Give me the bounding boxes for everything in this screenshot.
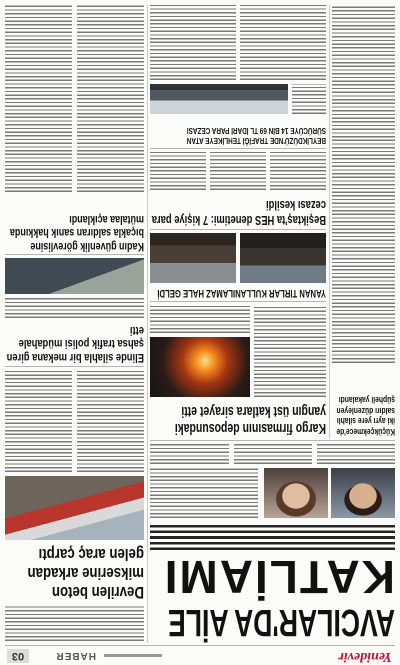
armed-body-text <box>5 298 144 318</box>
guard-headline <box>5 196 144 252</box>
section-rule <box>150 148 326 149</box>
besiktas-body-text <box>270 152 326 190</box>
column-rule-left <box>329 5 330 439</box>
guard-body-text <box>5 5 72 192</box>
mixer-body-text <box>5 370 72 472</box>
cargo-fire-body-text <box>254 305 326 397</box>
fire-photo <box>150 337 250 397</box>
lead-body-text <box>150 468 258 518</box>
burned-trucks-photo <box>240 233 326 283</box>
armed-headline <box>5 321 144 364</box>
beylikduzu-body-text <box>240 5 326 80</box>
newspaper-logo: Yenidevir <box>338 649 392 664</box>
cargo-fire-body-text <box>150 305 250 333</box>
trucks-headline-text: YANAN TIRLAR KULLANILAMAZ HALE GELDİ <box>157 287 326 299</box>
lead-deck-text <box>150 523 395 550</box>
victim-photo-2 <box>264 468 328 518</box>
besiktas-body-text <box>210 152 266 190</box>
besiktas-headline-text: Beşiktaş'ta HES denetimi: 7 kişiye para cezası kesildi <box>151 198 326 227</box>
lead-body-text <box>150 444 229 464</box>
beylikduzu-headline <box>150 116 326 146</box>
lead-headline-line-1: AVCILAR'DA AİLE <box>168 601 395 643</box>
column-rule-right <box>147 5 148 643</box>
mixer-accident-photo <box>5 476 144 540</box>
beylikduzu-headline-text: BEYLİKDÜZÜ'NDE TRAFİĞİ TEHLİKEYE ATAN SÜRÜCÜYE 14 BİN 69 TL İDARİ PARA CEZASI <box>186 126 326 146</box>
mixer-body-text <box>5 605 144 641</box>
lead-headline <box>150 553 395 643</box>
page-number: 03 <box>7 649 29 663</box>
armed-headline-text: Elinde silahla bir mekana giren şahsa trafik polisi müdahale etti <box>6 324 144 365</box>
kucukcekmece-headline <box>332 365 395 437</box>
traffic-photo <box>150 84 288 114</box>
mixer-headline <box>5 542 144 602</box>
mixer-headline-text: Devrilen beton mikserine arkadan gelen araç çarptı <box>27 545 144 602</box>
trucks-headline <box>150 286 326 299</box>
section-label: HABER <box>55 650 96 661</box>
section-rule <box>150 301 326 302</box>
date-line <box>104 654 162 657</box>
lead-headline-line-2: KATLİAMI <box>162 551 395 603</box>
section-rule <box>5 254 144 255</box>
victim-photo-1 <box>331 468 395 518</box>
section-rule <box>150 440 395 441</box>
cargo-fire-headline <box>150 401 326 437</box>
besiktas-body-text <box>150 152 206 190</box>
beylikduzu-body-text <box>150 5 236 80</box>
lead-body-text <box>317 444 395 464</box>
burned-trucks-photo <box>150 233 236 283</box>
mixer-body-text <box>77 370 144 472</box>
cargo-fire-headline-text: Kargo firmasının deposundaki yangın üst katlara sirayet etti <box>174 403 326 437</box>
guard-body-text <box>77 5 144 192</box>
kucukcekmece-body-text <box>332 5 395 363</box>
guard-headline-text: Kadın güvenlik görevlisine bıçakla saldıran sanık hakkında mütalaa açıklandı <box>9 213 144 252</box>
section-rule <box>5 366 144 367</box>
beylikduzu-body-text <box>292 84 326 114</box>
lead-body-text <box>234 444 312 464</box>
section-rule <box>150 229 326 230</box>
besiktas-headline <box>150 193 326 227</box>
header-rule <box>5 645 395 646</box>
news-photo <box>5 258 144 294</box>
kucukcekmece-headline-text: Küçükçekmece'de iki ayrı yere silahlı saldırı düzenleyen şüpheli yakalandı <box>336 395 395 437</box>
